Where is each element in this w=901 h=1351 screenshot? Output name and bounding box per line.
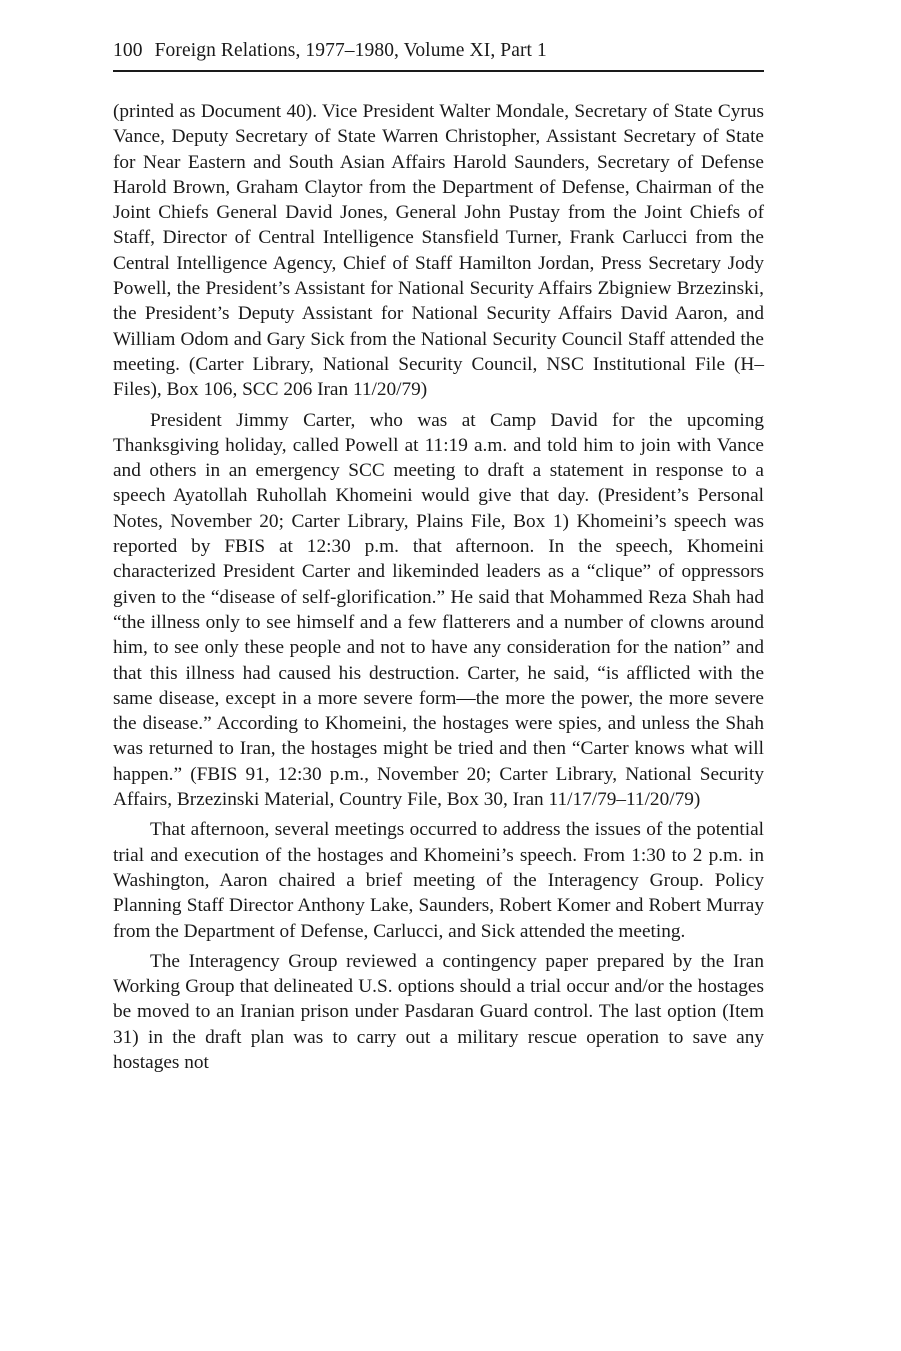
paragraph-interagency-group: The Interagency Group reviewed a contingency paper prepared by the Iran Working Group that delineated U.S. options should a trial occur and/or the hostages be moved to an Iranian prison under Pasdaran Guard control. The last option (Item 31) in the draft plan was to carry out a military rescue operation to save any hostages not: [113, 950, 764, 1073]
document-body: [113, 99, 764, 1080]
paragraph-continuation: (printed as Document 40). Vice President Walter Mondale, Secretary of State Cyrus Vance, Deputy Secretary of State Warren Christopher, Assistant Secretary of State for Near Eastern and South Asian Affairs Harold Saunders, Secretary of Defense Harold Brown, Graham Claytor from the Department of Defense, Chairman of the Joint Chiefs General David Jones, General John Pustay from the Joint Chiefs of Staff, Director of Central Intelligence Stansfield Turner, Frank Carlucci from the Central Intelligence Agency, Chief of Staff Hamilton Jordan, Press Secretary Jody Powell, the President’s Assistant for National Security Affairs Zbigniew Brzezinski, the President’s Deputy Assistant for National Security Affairs David Aaron, and William Odom and Gary Sick from the National Security Council Staff attended the meeting. (Carter Library, National Security Council, NSC Institutional File (H–Files), Box 106, SCC 206 Iran 11/20/79): [113, 101, 764, 401]
page-number: 100: [113, 40, 143, 61]
running-header: [113, 38, 764, 64]
running-title: Foreign Relations, 1977–1980, Volume XI, Part 1: [154, 40, 547, 61]
paragraph-carter-speech: President Jimmy Carter, who was at Camp David for the upcoming Thanksgiving holiday, called Powell at 11:19 a.m. and told him to join with Vance and others in an emergency SCC meeting to draft a statement in response to a speech Ayatollah Ruhollah Khomeini would give that day. (President’s Personal Notes, November 20; Carter Library, Plains File, Box 1) Khomeini’s speech was reported by FBIS at 12:30 p.m. that afternoon. In the speech, Khomeini characterized President Carter and likeminded leaders as a “clique” of oppressors given to the “disease of self-glorification.” He said that Mohammed Reza Shah had “the illness only to see himself and a few flatterers and a number of clowns around him, to see only these people and not to have any consideration for the nation” and that this illness had caused his destruction. Carter, he said, “is afflicted with the same disease, except in a more severe form—the more the power, the more severe the disease.” According to Khomeini, the hostages were spies, and unless the Shah was returned to Iran, the hostages might be tried and then “Carter knows what will happen.” (FBIS 91, 12:30 p.m., November 20; Carter Library, National Security Affairs, Brzezinski Material, Country File, Box 30, Iran 11/17/79–11/20/79): [113, 409, 764, 811]
header-rule: [113, 70, 764, 72]
paragraph-afternoon-meetings: That afternoon, several meetings occurred to address the issues of the potential trial and execution of the hostages and Khomeini’s speech. From 1:30 to 2 p.m. in Washington, Aaron chaired a brief meeting of the Interagency Group. Policy Planning Staff Director Anthony Lake, Saunders, Robert Komer and Robert Murray from the Department of Defense, Carlucci, and Sick attended the meeting.: [113, 819, 764, 942]
